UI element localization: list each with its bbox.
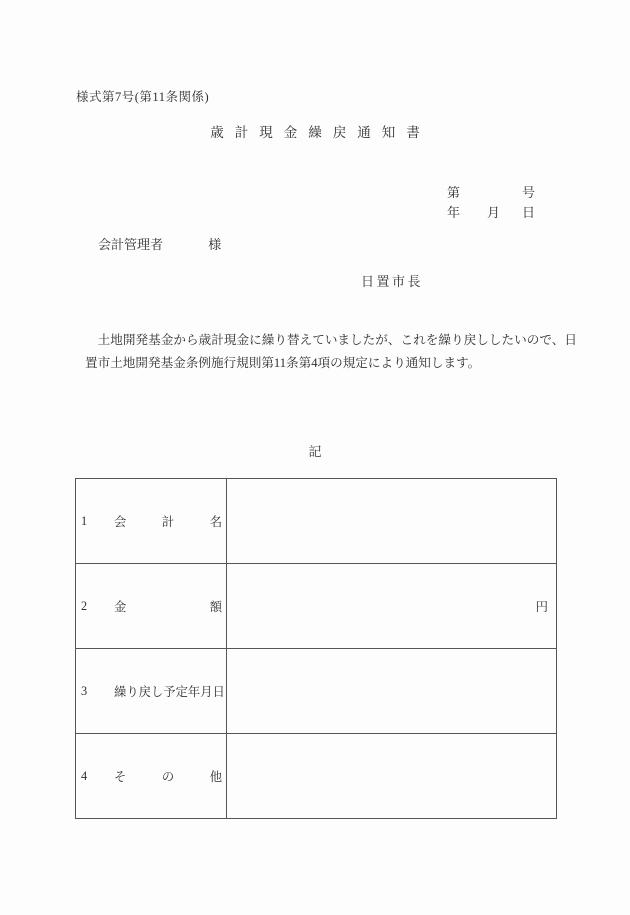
sender-name: 日置市長 [361, 274, 424, 289]
row-value-cell [227, 564, 556, 648]
month-label: 月 [487, 204, 501, 220]
row-number: 1 [81, 513, 88, 528]
row-number: 3 [81, 683, 88, 698]
table-row [76, 734, 556, 818]
row-label-cell [76, 564, 227, 648]
addressee-line [98, 234, 221, 253]
issue-number-prefix: 第 [447, 185, 461, 200]
row-label: 金 額 [114, 600, 222, 614]
issue-number-suffix: 号 [522, 185, 536, 200]
day-label: 日 [522, 204, 536, 220]
table-row [76, 649, 556, 734]
row-value-cell [227, 734, 556, 818]
honorific-label: 様 [208, 237, 222, 252]
date-line [447, 203, 535, 223]
issue-number-date-block [447, 183, 535, 222]
row-value-cell [227, 479, 556, 563]
row-label: 会 計 名 [114, 515, 222, 529]
addressee-name: 会計管理者 [98, 237, 164, 252]
table-row [76, 564, 556, 649]
row-label: そ の 他 [114, 770, 222, 784]
row-number: 4 [81, 768, 88, 783]
issue-number-line [447, 183, 535, 203]
table-row [76, 479, 556, 564]
row-label-cell [76, 734, 227, 818]
row-value-cell [227, 649, 556, 733]
row-label: 繰 り 戻 し 予 定 年 月 日 [114, 685, 225, 699]
unit-label: 円 [535, 600, 548, 614]
row-label-cell [76, 649, 227, 733]
body-paragraph: 土地開発基金から歳計現金に繰り替えていましたが、これを繰り戻ししたいので、日置市土地開発基金条例施行規則第11条第4項の規定により通知します。 [85, 333, 577, 370]
year-label: 年 [447, 204, 461, 220]
row-number: 2 [81, 598, 88, 613]
row-label-cell [76, 479, 227, 563]
form-number-label: 様式第7号(第11条関係) [76, 90, 210, 104]
info-table [75, 478, 557, 819]
document-title: 歳計現金繰戻通知書 [210, 125, 431, 140]
section-mark: 記 [308, 444, 322, 459]
